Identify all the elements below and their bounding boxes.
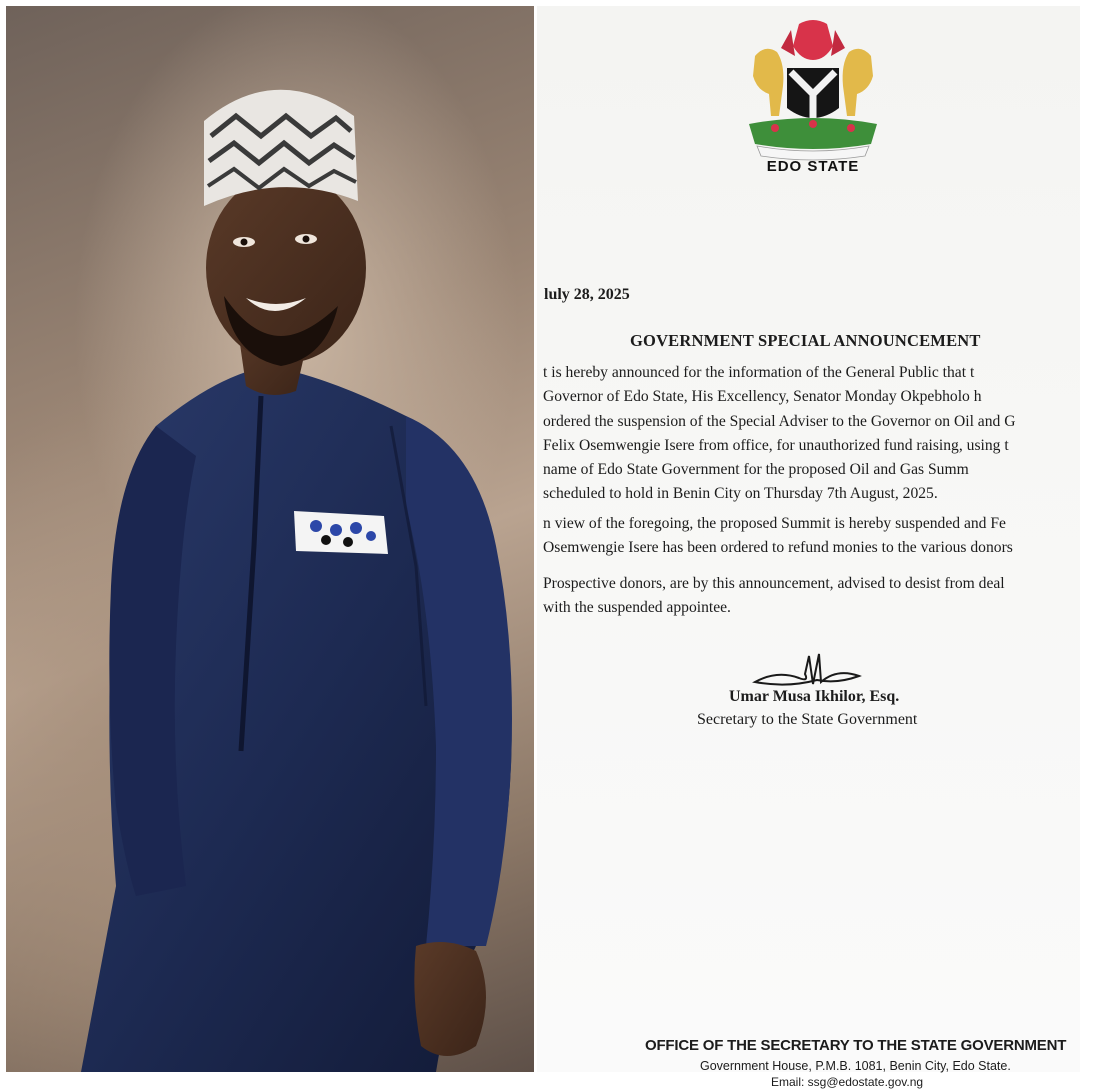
paragraph-line: scheduled to hold in Benin City on Thursday 7th August, 2025. [543,485,938,503]
announcement-paragraph-3 [543,572,1103,621]
announcement-letter [537,6,1080,1089]
announcement-title: GOVERNMENT SPECIAL ANNOUNCEMENT [630,331,981,350]
signer-title: Secretary to the State Government [697,711,918,728]
footer-address: Government House, P.M.B. 1081, Benin City, Edo State. [700,1059,1011,1073]
paragraph-line: Prospective donors, are by this announcement, advised to desist from deal [543,575,1005,592]
paragraph-line: n view of the foregoing, the proposed Summit is hereby suspended and Fe [543,515,1006,532]
footer-office-title: OFFICE OF THE SECRETARY TO THE STATE GOVERNMENT [645,1037,1067,1054]
paragraph-line: Governor of Edo State, His Excellency, Senator Monday Okpebholo h [543,388,982,406]
paragraph-line: t is hereby announced for the information of the General Public that t [543,364,975,381]
paragraph-line: with the suspended appointee. [543,599,731,617]
announcement-paragraph-1 [543,361,1103,507]
portrait-photo [6,6,534,1072]
announcement-paragraph-2 [543,512,1103,561]
signer-name: Umar Musa Ikhilor, Esq. [729,688,900,705]
crest-caption: EDO STATE [766,158,860,175]
coat-of-arms-icon [735,16,891,166]
footer-email: Email: ssg@edostate.gov.ng [771,1075,924,1089]
pocket-square [294,511,388,554]
portrait-illustration [6,6,534,1072]
paragraph-line: ordered the suspension of the Special Adviser to the Governor on Oil and G [543,412,1016,430]
paragraph-line: Osemwengie Isere has been ordered to refund monies to the various donors [543,539,1013,557]
letter-date: luly 28, 2025 [544,286,630,303]
paragraph-line: Felix Osemwengie Isere from office, for unauthorized fund raising, using t [543,436,1009,454]
paragraph-line: name of Edo State Government for the proposed Oil and Gas Summ [543,461,969,479]
